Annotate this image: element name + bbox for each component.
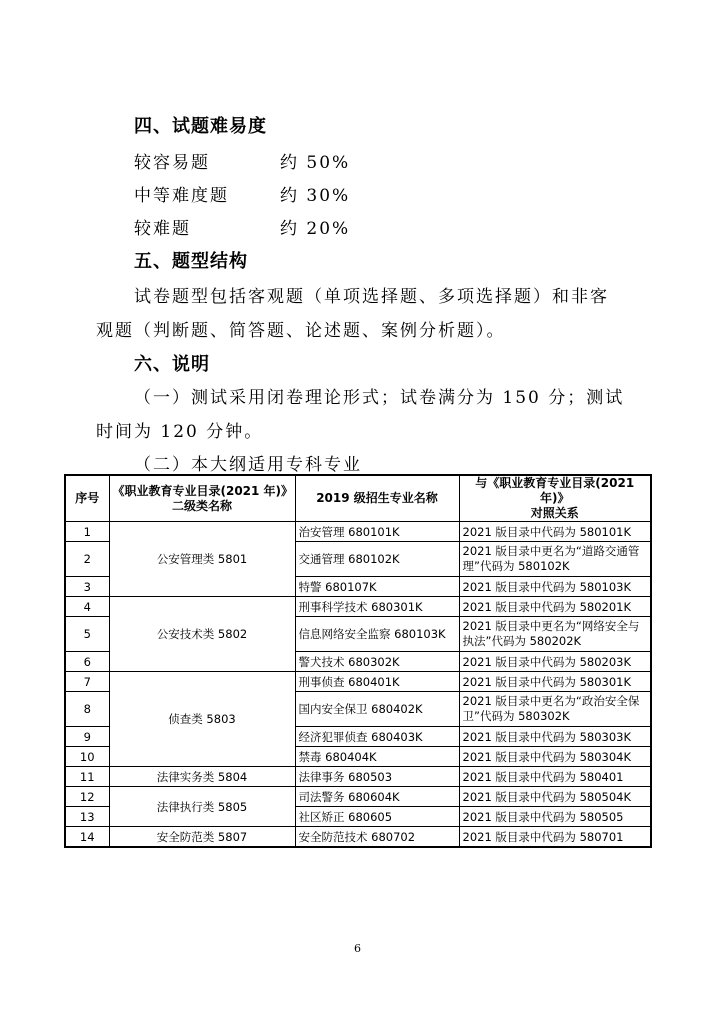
table-header-row	[65, 475, 651, 522]
cell-relation: 2021 版目录中代码为 580103K	[459, 577, 651, 597]
major-table	[64, 474, 652, 848]
cell-seq: 1	[65, 522, 109, 542]
note-2: （二）本大纲适用专科专业	[134, 455, 362, 475]
section-heading-difficulty: 四、试题难易度	[134, 116, 267, 137]
header-major: 2019 级招生专业名称	[295, 475, 459, 522]
cell-major: 信息网络安全监察 680103K	[295, 617, 459, 652]
cell-category: 安全防范类 5807	[109, 827, 295, 848]
difficulty-pct-medium: 约 30%	[280, 186, 351, 206]
cell-relation: 2021 版目录中更名为“政治安全保卫”代码为 580302K	[459, 692, 651, 727]
cell-relation: 2021 版目录中更名为“道路交通管理”代码为 580102K	[459, 542, 651, 577]
cell-major: 治安管理 680101K	[295, 522, 459, 542]
cell-seq: 14	[65, 827, 109, 848]
cell-major: 交通管理 680102K	[295, 542, 459, 577]
cell-major: 特警 680107K	[295, 577, 459, 597]
header-category-line2: 二级类名称	[171, 498, 232, 513]
cell-seq: 8	[65, 692, 109, 727]
cell-category: 法律实务类 5804	[109, 767, 295, 787]
header-category	[109, 475, 295, 522]
cell-major: 禁毒 680404K	[295, 747, 459, 767]
cell-seq: 13	[65, 807, 109, 827]
cell-seq: 11	[65, 767, 109, 787]
structure-text-line1: 试卷题型包括客观题（单项选择题、多项选择题）和非客	[134, 287, 609, 307]
cell-major: 刑事侦查 680401K	[295, 672, 459, 692]
cell-category: 法律执行类 5805	[109, 787, 295, 827]
cell-relation: 2021 版目录中代码为 580201K	[459, 597, 651, 617]
cell-relation: 2021 版目录中代码为 580301K	[459, 672, 651, 692]
cell-major: 经济犯罪侦查 680403K	[295, 727, 459, 747]
cell-relation: 2021 版目录中代码为 580304K	[459, 747, 651, 767]
table-row	[65, 787, 651, 807]
cell-major: 国内安全保卫 680402K	[295, 692, 459, 727]
cell-seq: 6	[65, 652, 109, 672]
cell-seq: 4	[65, 597, 109, 617]
cell-seq: 7	[65, 672, 109, 692]
header-seq: 序号	[65, 475, 109, 522]
table-row	[65, 597, 651, 617]
note-1-line2: 时间为 120 分钟。	[96, 422, 264, 442]
page-number: 6	[354, 942, 361, 955]
table-row	[65, 827, 651, 848]
cell-seq: 10	[65, 747, 109, 767]
cell-seq: 9	[65, 727, 109, 747]
table-row	[65, 522, 651, 542]
cell-relation: 2021 版目录中代码为 580203K	[459, 652, 651, 672]
cell-category: 公安技术类 5802	[109, 597, 295, 672]
cell-seq: 5	[65, 617, 109, 652]
difficulty-pct-hard: 约 20%	[280, 219, 351, 239]
cell-relation: 2021 版目录中代码为 580504K	[459, 787, 651, 807]
header-relation-line2: 对照关系	[530, 506, 579, 520]
section-heading-structure: 五、题型结构	[134, 251, 248, 272]
cell-major: 司法警务 680604K	[295, 787, 459, 807]
cell-major: 安全防范技术 680702	[295, 827, 459, 848]
table-row	[65, 672, 651, 692]
cell-relation: 2021 版目录中代码为 580505	[459, 807, 651, 827]
cell-seq: 3	[65, 577, 109, 597]
difficulty-label-easy: 较容易题	[134, 153, 210, 173]
note-1-line1: （一）测试采用闭卷理论形式；试卷满分为 150 分；测试	[134, 388, 625, 408]
cell-relation: 2021 版目录中代码为 580303K	[459, 727, 651, 747]
header-relation	[459, 475, 651, 522]
cell-major: 法律事务 680503	[295, 767, 459, 787]
difficulty-label-hard: 较难题	[134, 219, 191, 239]
table-row	[65, 767, 651, 787]
cell-major: 警犬技术 680302K	[295, 652, 459, 672]
cell-relation: 2021 版目录中更名为“网络安全与执法”代码为 580202K	[459, 617, 651, 652]
cell-relation: 2021 版目录中代码为 580401	[459, 767, 651, 787]
header-relation-line1: 与《职业教育专业目录(2021 年)》	[475, 476, 635, 505]
cell-relation: 2021 版目录中代码为 580701	[459, 827, 651, 848]
cell-relation: 2021 版目录中代码为 580101K	[459, 522, 651, 542]
cell-category: 侦查类 5803	[109, 672, 295, 767]
cell-major: 社区矫正 680605	[295, 807, 459, 827]
structure-text-line2: 观题（判断题、简答题、论述题、案例分析题）。	[96, 321, 506, 341]
difficulty-pct-easy: 约 50%	[280, 153, 351, 173]
section-heading-notes: 六、说明	[134, 354, 210, 375]
cell-seq: 2	[65, 542, 109, 577]
cell-category: 公安管理类 5801	[109, 522, 295, 597]
header-category-line1: 《职业教育专业目录(2021 年)》	[112, 483, 294, 498]
cell-major: 刑事科学技术 680301K	[295, 597, 459, 617]
difficulty-label-medium: 中等难度题	[134, 186, 229, 206]
cell-seq: 12	[65, 787, 109, 807]
